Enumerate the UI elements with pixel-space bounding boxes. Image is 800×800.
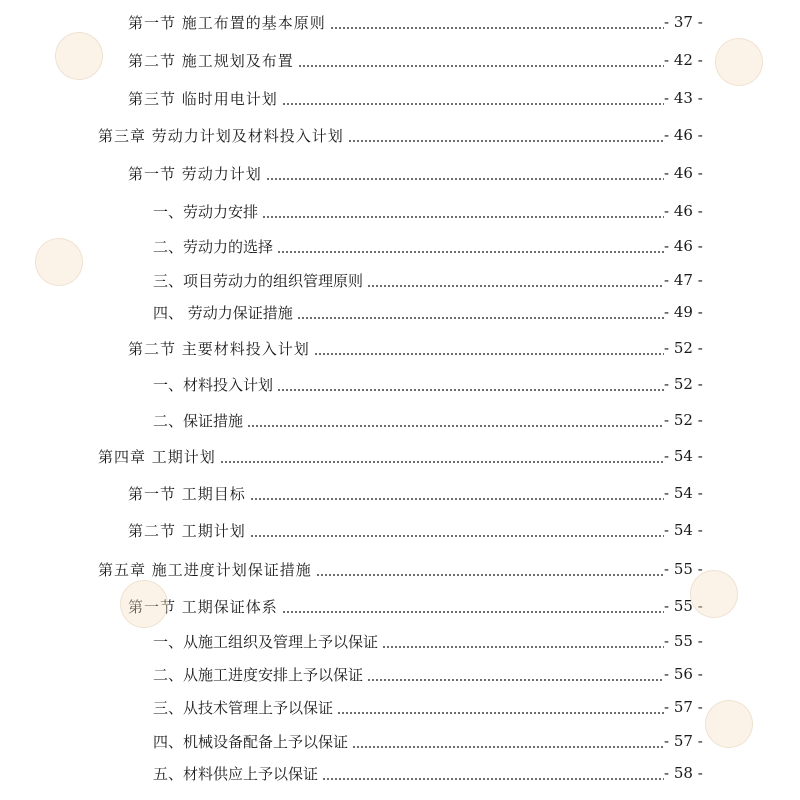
toc-entry[interactable] xyxy=(0,268,800,292)
watermark-face-icon xyxy=(690,570,738,618)
toc-entry-page: - 54 - xyxy=(664,484,703,502)
dot-leader xyxy=(330,27,664,29)
toc-entry[interactable] xyxy=(0,10,800,34)
dot-leader xyxy=(382,646,664,648)
watermark-face-icon xyxy=(705,700,753,748)
dot-leader xyxy=(262,216,664,218)
toc-entry[interactable] xyxy=(0,372,800,396)
toc-entry-page: - 46 - xyxy=(664,202,703,220)
dot-leader xyxy=(297,317,664,319)
toc-entry-label: 第二节 工期计划 xyxy=(128,521,246,540)
toc-entry[interactable] xyxy=(0,557,800,581)
watermark-face-icon xyxy=(55,32,103,80)
dot-leader xyxy=(220,461,664,463)
dot-leader xyxy=(247,425,664,427)
toc-entry-label: 第五章 施工进度计划保证措施 xyxy=(98,560,312,579)
toc-entry[interactable] xyxy=(0,48,800,72)
toc-entry[interactable] xyxy=(0,695,800,719)
toc-entry-page: - 52 - xyxy=(664,375,703,393)
dot-leader xyxy=(282,611,664,613)
toc-entry-page: - 47 - xyxy=(664,271,703,289)
dot-leader xyxy=(367,285,664,287)
toc-entry[interactable] xyxy=(0,234,800,258)
toc-entry-label: 三、从技术管理上予以保证 xyxy=(153,698,334,717)
dot-leader xyxy=(266,178,664,180)
toc-entry[interactable] xyxy=(0,481,800,505)
toc-entry[interactable] xyxy=(0,300,800,324)
toc-entry-page: - 55 - xyxy=(664,632,703,650)
toc-entry-label: 第四章 工期计划 xyxy=(98,447,216,466)
toc-entry[interactable] xyxy=(0,761,800,785)
watermark-face-icon xyxy=(120,580,168,628)
toc-entry-page: - 42 - xyxy=(664,51,703,69)
toc-entry-label: 一、从施工组织及管理上予以保证 xyxy=(153,632,379,651)
toc-entry-label: 一、材料投入计划 xyxy=(153,375,274,394)
toc-entry[interactable] xyxy=(0,518,800,542)
dot-leader xyxy=(277,251,664,253)
toc-entry-label: 第一节 工期目标 xyxy=(128,484,246,503)
toc-entry-label: 第二节 主要材料投入计划 xyxy=(128,339,310,358)
toc-entry-page: - 52 - xyxy=(664,411,703,429)
toc-entry[interactable] xyxy=(0,199,800,223)
toc-entry-label: 第一节 工期保证体系 xyxy=(128,597,278,616)
toc-entry-page: - 43 - xyxy=(664,89,703,107)
toc-entry-page: - 57 - xyxy=(664,732,703,750)
toc-entry[interactable] xyxy=(0,336,800,360)
dot-leader xyxy=(250,535,664,537)
watermark-face-icon xyxy=(35,238,83,286)
watermark-face-icon xyxy=(715,38,763,86)
toc-entry-label: 二、保证措施 xyxy=(153,411,244,430)
dot-leader xyxy=(282,103,664,105)
toc-entry-label: 四、机械设备配备上予以保证 xyxy=(153,732,349,751)
dot-leader xyxy=(352,746,664,748)
toc-entry-page: - 46 - xyxy=(664,237,703,255)
toc-entry-label: 第一节 施工布置的基本原则 xyxy=(128,13,326,32)
toc-entry[interactable] xyxy=(0,662,800,686)
toc-entry-label: 三、项目劳动力的组织管理原则 xyxy=(153,271,364,290)
toc-entry-page: - 52 - xyxy=(664,339,703,357)
toc-entry-page: - 58 - xyxy=(664,764,703,782)
toc-entry[interactable] xyxy=(0,123,800,147)
toc-entry-page: - 46 - xyxy=(664,164,703,182)
toc-entry-page: - 37 - xyxy=(664,13,703,31)
toc-entry-page: - 56 - xyxy=(664,665,703,683)
toc-entry[interactable] xyxy=(0,86,800,110)
toc-entry-page: - 54 - xyxy=(664,447,703,465)
toc-entry-label: 一、劳动力安排 xyxy=(153,202,259,221)
toc-entry-label: 二、从施工进度安排上予以保证 xyxy=(153,665,364,684)
toc-entry-label: 第三节 临时用电计划 xyxy=(128,89,278,108)
toc-entry-page: - 46 - xyxy=(664,126,703,144)
toc-entry[interactable] xyxy=(0,729,800,753)
toc-entry[interactable] xyxy=(0,408,800,432)
dot-leader xyxy=(250,498,664,500)
dot-leader xyxy=(348,140,664,142)
dot-leader xyxy=(367,679,664,681)
toc-entry-page: - 57 - xyxy=(664,698,703,716)
toc-entry-label: 二、劳动力的选择 xyxy=(153,237,274,256)
dot-leader xyxy=(337,712,664,714)
dot-leader xyxy=(322,778,664,780)
dot-leader xyxy=(314,353,664,355)
toc-entry-label: 四、 劳动力保证措施 xyxy=(153,303,293,322)
toc-entry-page: - 54 - xyxy=(664,521,703,539)
toc-entry-page: - 55 - xyxy=(664,560,703,578)
toc-entry[interactable] xyxy=(0,444,800,468)
toc-entry-page: - 55 - xyxy=(664,597,703,615)
toc-entry-label: 第二节 施工规划及布置 xyxy=(128,51,294,70)
toc-entry[interactable] xyxy=(0,629,800,653)
toc-entry[interactable] xyxy=(0,161,800,185)
toc-entry-label: 第三章 劳动力计划及材料投入计划 xyxy=(98,126,344,145)
dot-leader xyxy=(316,574,664,576)
toc-entry-label: 五、材料供应上予以保证 xyxy=(153,764,319,783)
dot-leader xyxy=(277,389,664,391)
toc-entry-page: - 49 - xyxy=(664,303,703,321)
dot-leader xyxy=(298,65,664,67)
toc-entry-label: 第一节 劳动力计划 xyxy=(128,164,262,183)
